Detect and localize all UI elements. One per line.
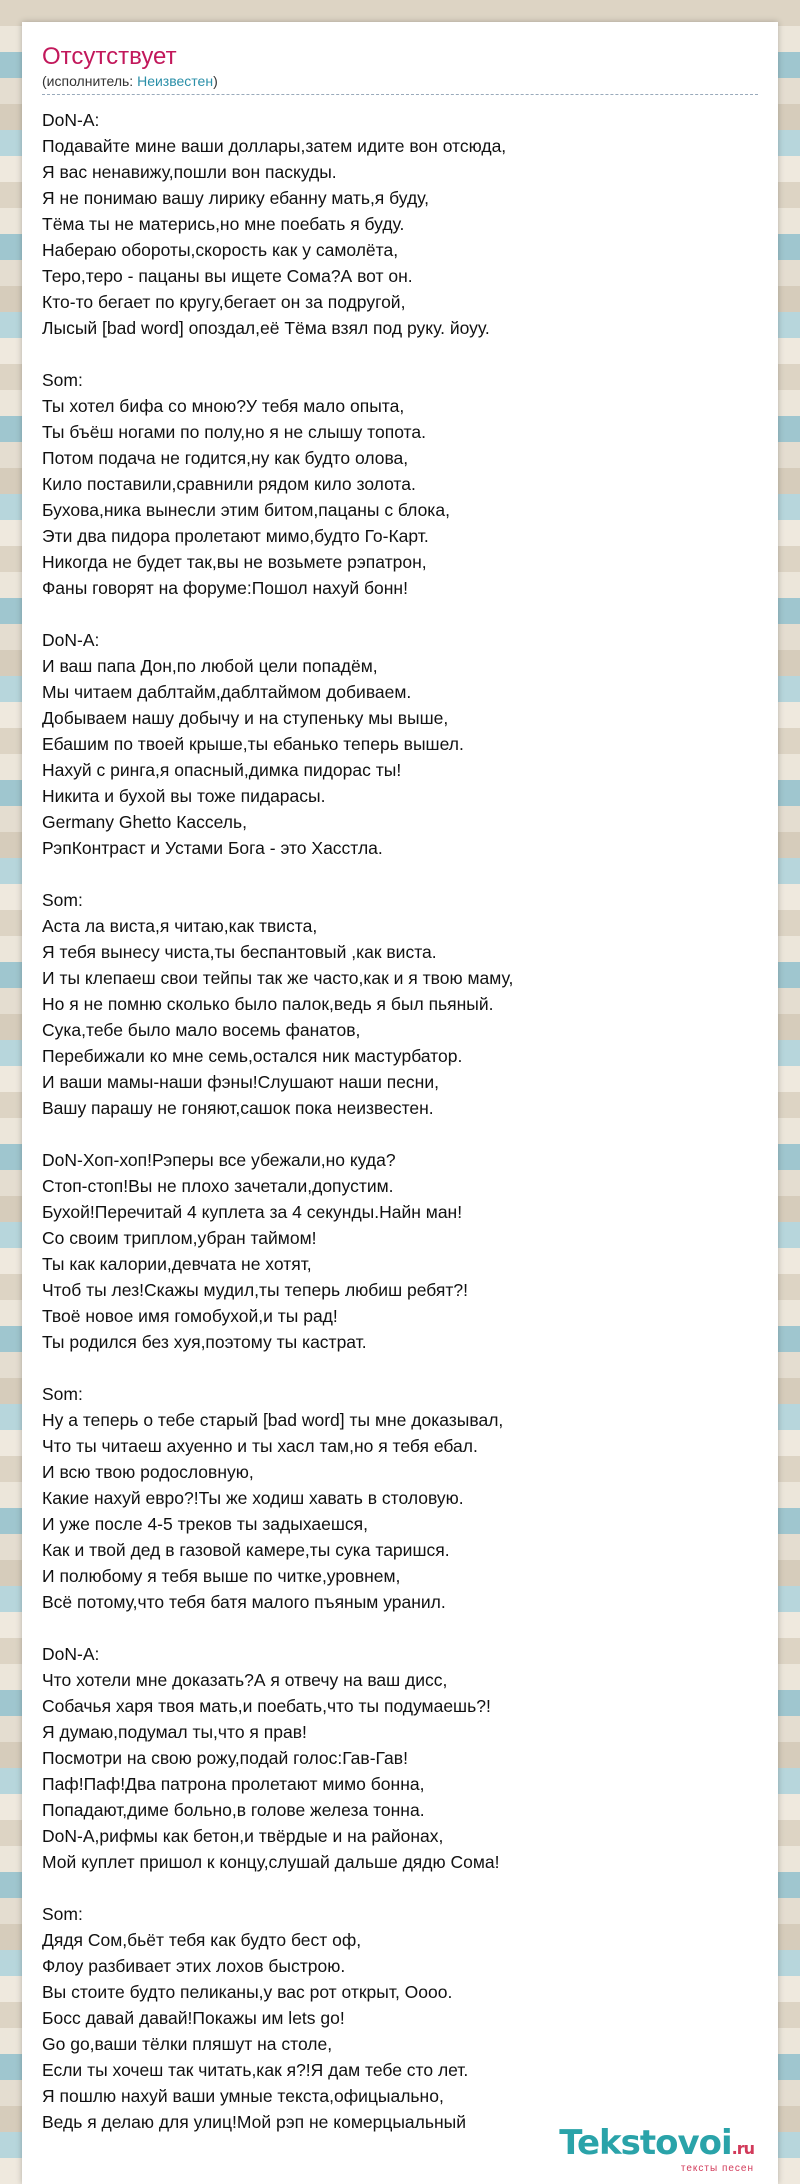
song-title: Отсутствует — [42, 43, 177, 70]
artist-link[interactable]: Неизвестен — [137, 73, 214, 89]
artist-prefix: (исполнитель: — [42, 73, 138, 89]
logo-wordmark — [559, 2125, 754, 2167]
artist-line — [42, 72, 758, 95]
lyrics-card — [22, 22, 778, 2184]
site-logo[interactable] — [559, 2125, 754, 2174]
logo-main-text: Tekstovoi — [559, 2123, 732, 2163]
lyrics-text: DoN-A: Подавайте мине ваши доллары,затем идите вон отсюда, Я вас ненавижу,пошли вон паскуды. Я не понимаю вашу лирику ебанну мать,я буду, Тёма ты не матерись,но мне поебать я буду. Набераю обороты,скорость как у самолёта, Теро,теро - пацаны вы ищете Сома?А вот он. Кто-то бегает по кругу,бегает он за подругой, Лысый [bad word] опоздал,её Тёма взял под руку. йоуу. Som: Ты хотел бифа со мною?У тебя мало опыта, Ты бъёш ногами по полу,но я не слышу топота. Потом подача не годится,ну как будто олова, Кило поставили,сравнили рядом кило золота. Бухова,ника вынесли этим битом,пацаны с блока, Эти два пидора пролетают мимо,будто Го-Карт. Никогда не будет так,вы не возьмете рэпатрон, Фаны говорят на форуме:Пошол нахуй бонн! DoN-A: И ваш папа Дон,по любой цели попадём, Мы читаем даблтайм,даблтаймом добиваем. Добываем нашу добычу и на ступеньку мы выше, Ебашим по твоей крыше,ты ебанько теперь вышел. Нахуй с ринга,я опасный,димка пидорас ты! Никита и бухой вы тоже пидарасы. Germany Ghetto Кассель, РэпКонтраст и Устами Бога - это Хасстла. Som: Аста ла виста,я читаю,как твиста, Я тебя вынесу чиста,ты беспантовый ,как виста. И ты клепаеш свои тейпы так же часто,как и я твою маму, Но я не помню сколько было палок,ведь я был пьяный. Сука,тебе было мало восемь фанатов, Перебижали ко мне семь,остался ник мастурбатор. И ваши мамы-наши фэны!Слушают наши песни, Вашу парашу не гоняют,сашок пока неизвестен. DoN-Хоп-хоп!Рэперы все убежали,но куда? Стоп-стоп!Вы не плохо зачетали,допустим. Бухой!Перечитай 4 куплета за 4 секунды.Найн ман! Со своим триплом,убран таймом! Ты как калории,девчата не хотят, Чтоб ты лез!Скажы мудил,ты теперь любиш ребят?! Твоё новое имя гомобухой,и ты рад! Ты родился без хуя,поэтому ты кастрат. Som: Ну а теперь о тебе старый [bad word] ты мне доказывал, Что ты читаеш ахуенно и ты хасл там,но я тебя ебал. И всю твою родословную, Какие нахуй евро?!Ты же ходиш хавать в столовую. И уже после 4-5 треков ты задыхаешся, Как и твой дед в газовой камере,ты сука таришся. И полюбому я тебя выше по читке,уровнем, Всё потому,что тебя батя малого пъяным уранил. DoN-A: Что хотели мне доказать?А я отвечу на ваш дисс, Собачья харя твоя мать,и поебать,что ты подумаешь?! Я думаю,подумал ты,что я прав! Посмотри на свою рожу,подай голос:Гав-Гав! Паф!Паф!Два патрона пролетают мимо бонна, Попадают,диме больно,в голове железа тонна. DoN-A,рифмы как бетон,и твёрдые и на районах, Мой куплет пришол к концу,слушай дальше дядю Сома! Som: Дядя Сом,бьёт тебя как будто бест оф, Флоу разбивает этих лохов быстрою. Вы стоите будто пеликаны,у вас рот открыт, Оооо. Босс давай давай!Покажы им lets go! Go go,ваши тёлки пляшут на столе, Если ты хочеш так читать,как я?!Я дам тебе сто лет. Я пошлю нахуй ваши умные текста,офицыально, Ведь я делаю для улиц!Мой рэп не комерцыальный — [42, 110, 514, 2132]
logo-tagline: тексты песен — [680, 2163, 754, 2174]
artist-suffix: ) — [213, 73, 218, 89]
logo-tld: .ru — [731, 2139, 754, 2158]
